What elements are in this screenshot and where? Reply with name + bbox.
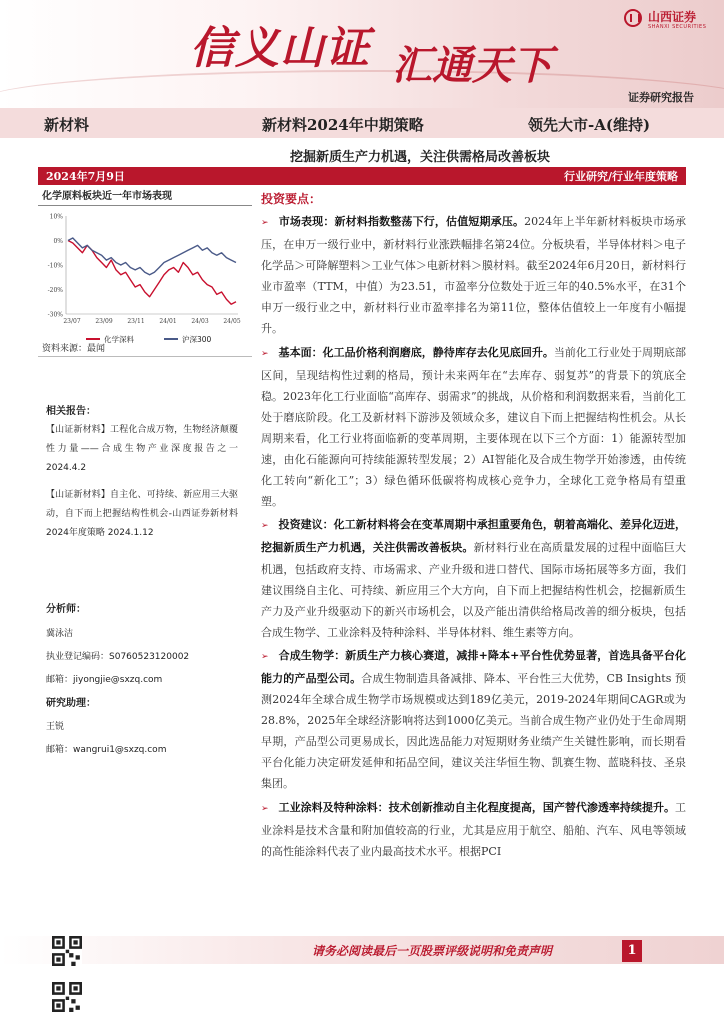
bullet-arrow-icon: ➢ — [261, 521, 269, 532]
key-point-lead: 基本面：化工品价格利润磨底，静待库存去化见底回升。 — [278, 345, 554, 359]
key-point-body: 当前化工行业处于周期底部区间，呈现结构性过剩的格局，预计未来两年在“去库存、弱复苏”的背景下的筑底全稳。2023年化工行业面临“高库存、弱需求”的挑战，从价格和利润数据来看，当前化工处于磨底阶段。化工及新材料下游涉及领域众多，建议自下而上把握结构性机会。从长周期来看，化工行业将面临新的变革周期，主要体现在以下三个方面：1）能源转型加速，由化石能源向可持续能源转型发展；2）AI智能化及合成生物学开始渗透，由传统化工转向“新化工”；3）绿色循环低碳将构成核心竞争力，全球化工竞争格局有望重塑。 — [261, 345, 687, 509]
chart-series-line — [68, 238, 236, 275]
key-point-3 — [261, 514, 686, 643]
bullet-arrow-icon: ➢ — [261, 348, 269, 359]
analyst-license: 执业登记编码：S0760523120002 — [46, 652, 190, 662]
report-type: 证券研究报告 — [628, 91, 694, 104]
bullet-arrow-icon: ➢ — [261, 218, 269, 228]
chart-legend-label: 沪深300 — [182, 335, 212, 344]
key-point-body: 合成生物制造具备减排、降本、平台性三大优势，CB Insights 预测2024年全球合成生物学市场规模或达到189亿美元，2019-2024年期间CAGR或为28.8%，2025年全球经济影响将达到1000亿美元。当前合成生物产业仍处于生命周期早期，产品型公司更易成长，因此选品能力对短期财务业绩产生关键性影响，而长期看平台化能力决定研发延伸和拓品空间，建议关注华恒生物、凯赛生物、蓝晓科技、圣泉集团。 — [261, 671, 687, 791]
key-point-4 — [261, 645, 686, 795]
market-performance-chart — [38, 206, 252, 352]
analyst-heading: 分析师： — [46, 604, 86, 615]
report-date: 2024年7月9日 — [46, 170, 125, 183]
analyst-name: 冀泳洁 — [46, 629, 74, 639]
key-point-lead: 工业涂料及特种涂料：技术创新推动自主化程度提高，国产替代渗透率持续提升。 — [278, 800, 675, 814]
company-name: 山西证券 — [648, 10, 697, 24]
chart-legend-label: 化学深料 — [104, 335, 134, 344]
report-category: 行业研究/行业年度策略 — [563, 170, 678, 183]
assistant-email: 邮箱：wangrui1@sxzq.com — [46, 745, 167, 755]
sidebar — [38, 185, 252, 356]
chart-y-tick-label: 10% — [49, 213, 63, 221]
assistant-name: 王锐 — [46, 722, 65, 732]
chart-y-tick-label: -20% — [47, 287, 63, 294]
report-title: 新材料2024年中期策略 — [262, 116, 424, 134]
bullet-arrow-icon: ➢ — [261, 651, 269, 662]
chart-y-tick-label: 0% — [53, 238, 63, 245]
company-name-en: SHANXI SECURITIES — [648, 24, 707, 30]
key-point-lead: 市场表现：新材料指数整荡下行，估值短期承压。 — [278, 215, 525, 228]
qr-code-icon — [52, 936, 82, 966]
key-point-body: 新材料行业在高质量发展的过程中面临巨大机遇，包括政府支持、市场需求、产业升级和进口替代、国际市场拓展等多方面，我们建议围绕自主化、可持续、新应用三个大方向，自下而上把握结构性机会，挖掘新质生产力及产业升级驱动下的新兴市场机会，以及产能出清供给格局改善的细分板块，包括合成生物学、工业涂料及特种涂料、半导体材料、维生素等方向。 — [261, 541, 686, 639]
key-point-5 — [261, 797, 686, 862]
sidebar-divider — [38, 356, 252, 357]
chart-y-tick-label: -30% — [47, 311, 63, 319]
report-subtitle: 挖掘新质生产力机遇，关注供需格局改善板块 — [290, 150, 551, 165]
chart-x-tick-label: 24/01 — [159, 318, 177, 325]
chart-y-tick-label: -10% — [47, 262, 63, 270]
analyst-email: 邮箱：jiyongjie@sxzq.com — [46, 675, 163, 685]
key-point-lead: 合成生物学：新质生产力核心赛道，减排+降本+平台性优势显著，首选具备平台化能力的产品型公司。 — [261, 648, 686, 685]
chart-source: 资料来源：最闻 — [42, 344, 106, 354]
related-report-1: 【山证新材料】工程化合成万物，生物经济颠覆性力量——合成生物产业深度报告之一 2024.4.2 — [46, 425, 238, 473]
related-reports-heading: 相关报告： — [46, 406, 96, 417]
industry-label: 新材料 — [44, 116, 90, 134]
header-slogan-left: 信义山证 — [190, 23, 370, 74]
related-report-2: 【山证新材料】自主化、可持续、新应用三大驱动，自下而上把握结构性机会-山西证券新材料2024年度策略 2024.1.12 — [46, 490, 238, 538]
disclaimer-notice: 请务必阅读最后一页股票评级说明和免责声明 — [312, 944, 553, 958]
key-points-section — [261, 190, 686, 864]
key-point-lead: 投资建议：化工新材料将会在变革周期中承担重要角色，朝着高端化、差异化迈进，挖掘新质生产力机遇，关注供需改善板块。 — [261, 518, 686, 555]
chart-x-tick-label: 24/05 — [223, 318, 241, 325]
page-number: 1 — [622, 940, 642, 962]
chart-series-line — [68, 241, 236, 305]
chart-x-tick-label: 23/07 — [63, 318, 81, 325]
assistant-heading: 研究助理： — [46, 698, 96, 709]
key-point-1 — [261, 211, 686, 340]
header-slogan-right: 汇通天下 — [392, 42, 552, 89]
chart-x-tick-label: 23/11 — [127, 318, 145, 325]
chart-x-tick-label: 24/03 — [191, 318, 209, 325]
chart-title: 化学原料板块近一年市场表现 — [38, 185, 252, 206]
company-logo-icon — [624, 9, 642, 27]
date-bar — [38, 167, 686, 185]
qr-code-icon — [52, 982, 82, 1012]
key-point-2 — [261, 342, 686, 513]
key-points-heading: 投资要点： — [261, 192, 322, 206]
key-point-body: 工业涂料是技术含量和附加值较高的行业，尤其是应用于航空、船舶、汽车、风电等领域的高性能涂料代表了业内最高技术水平。根据PCI — [261, 800, 686, 858]
chart-x-tick-label: 23/09 — [95, 318, 113, 325]
bullet-arrow-icon: ➢ — [261, 803, 269, 814]
rating-label: 领先大市-A(维持) — [528, 116, 651, 134]
title-bar — [0, 108, 724, 138]
key-point-body: 2024年上半年新材料板块市场承压，在申万一级行业中，新材料行业涨跌幅排名第24位。分板块看，半导体材料＞电子化学品＞可降解塑料＞工业气体＞电新材料＞膜材料。截至2024年6月20日，新材料行业市盈率（TTM，中值）为23.51，市盈率分位数处于近三年的40.5%水平，在31个申万一级行业之中，新材料行业市盈率排名为第11位，整体估值较上一年度有小幅提升。 — [261, 215, 687, 336]
